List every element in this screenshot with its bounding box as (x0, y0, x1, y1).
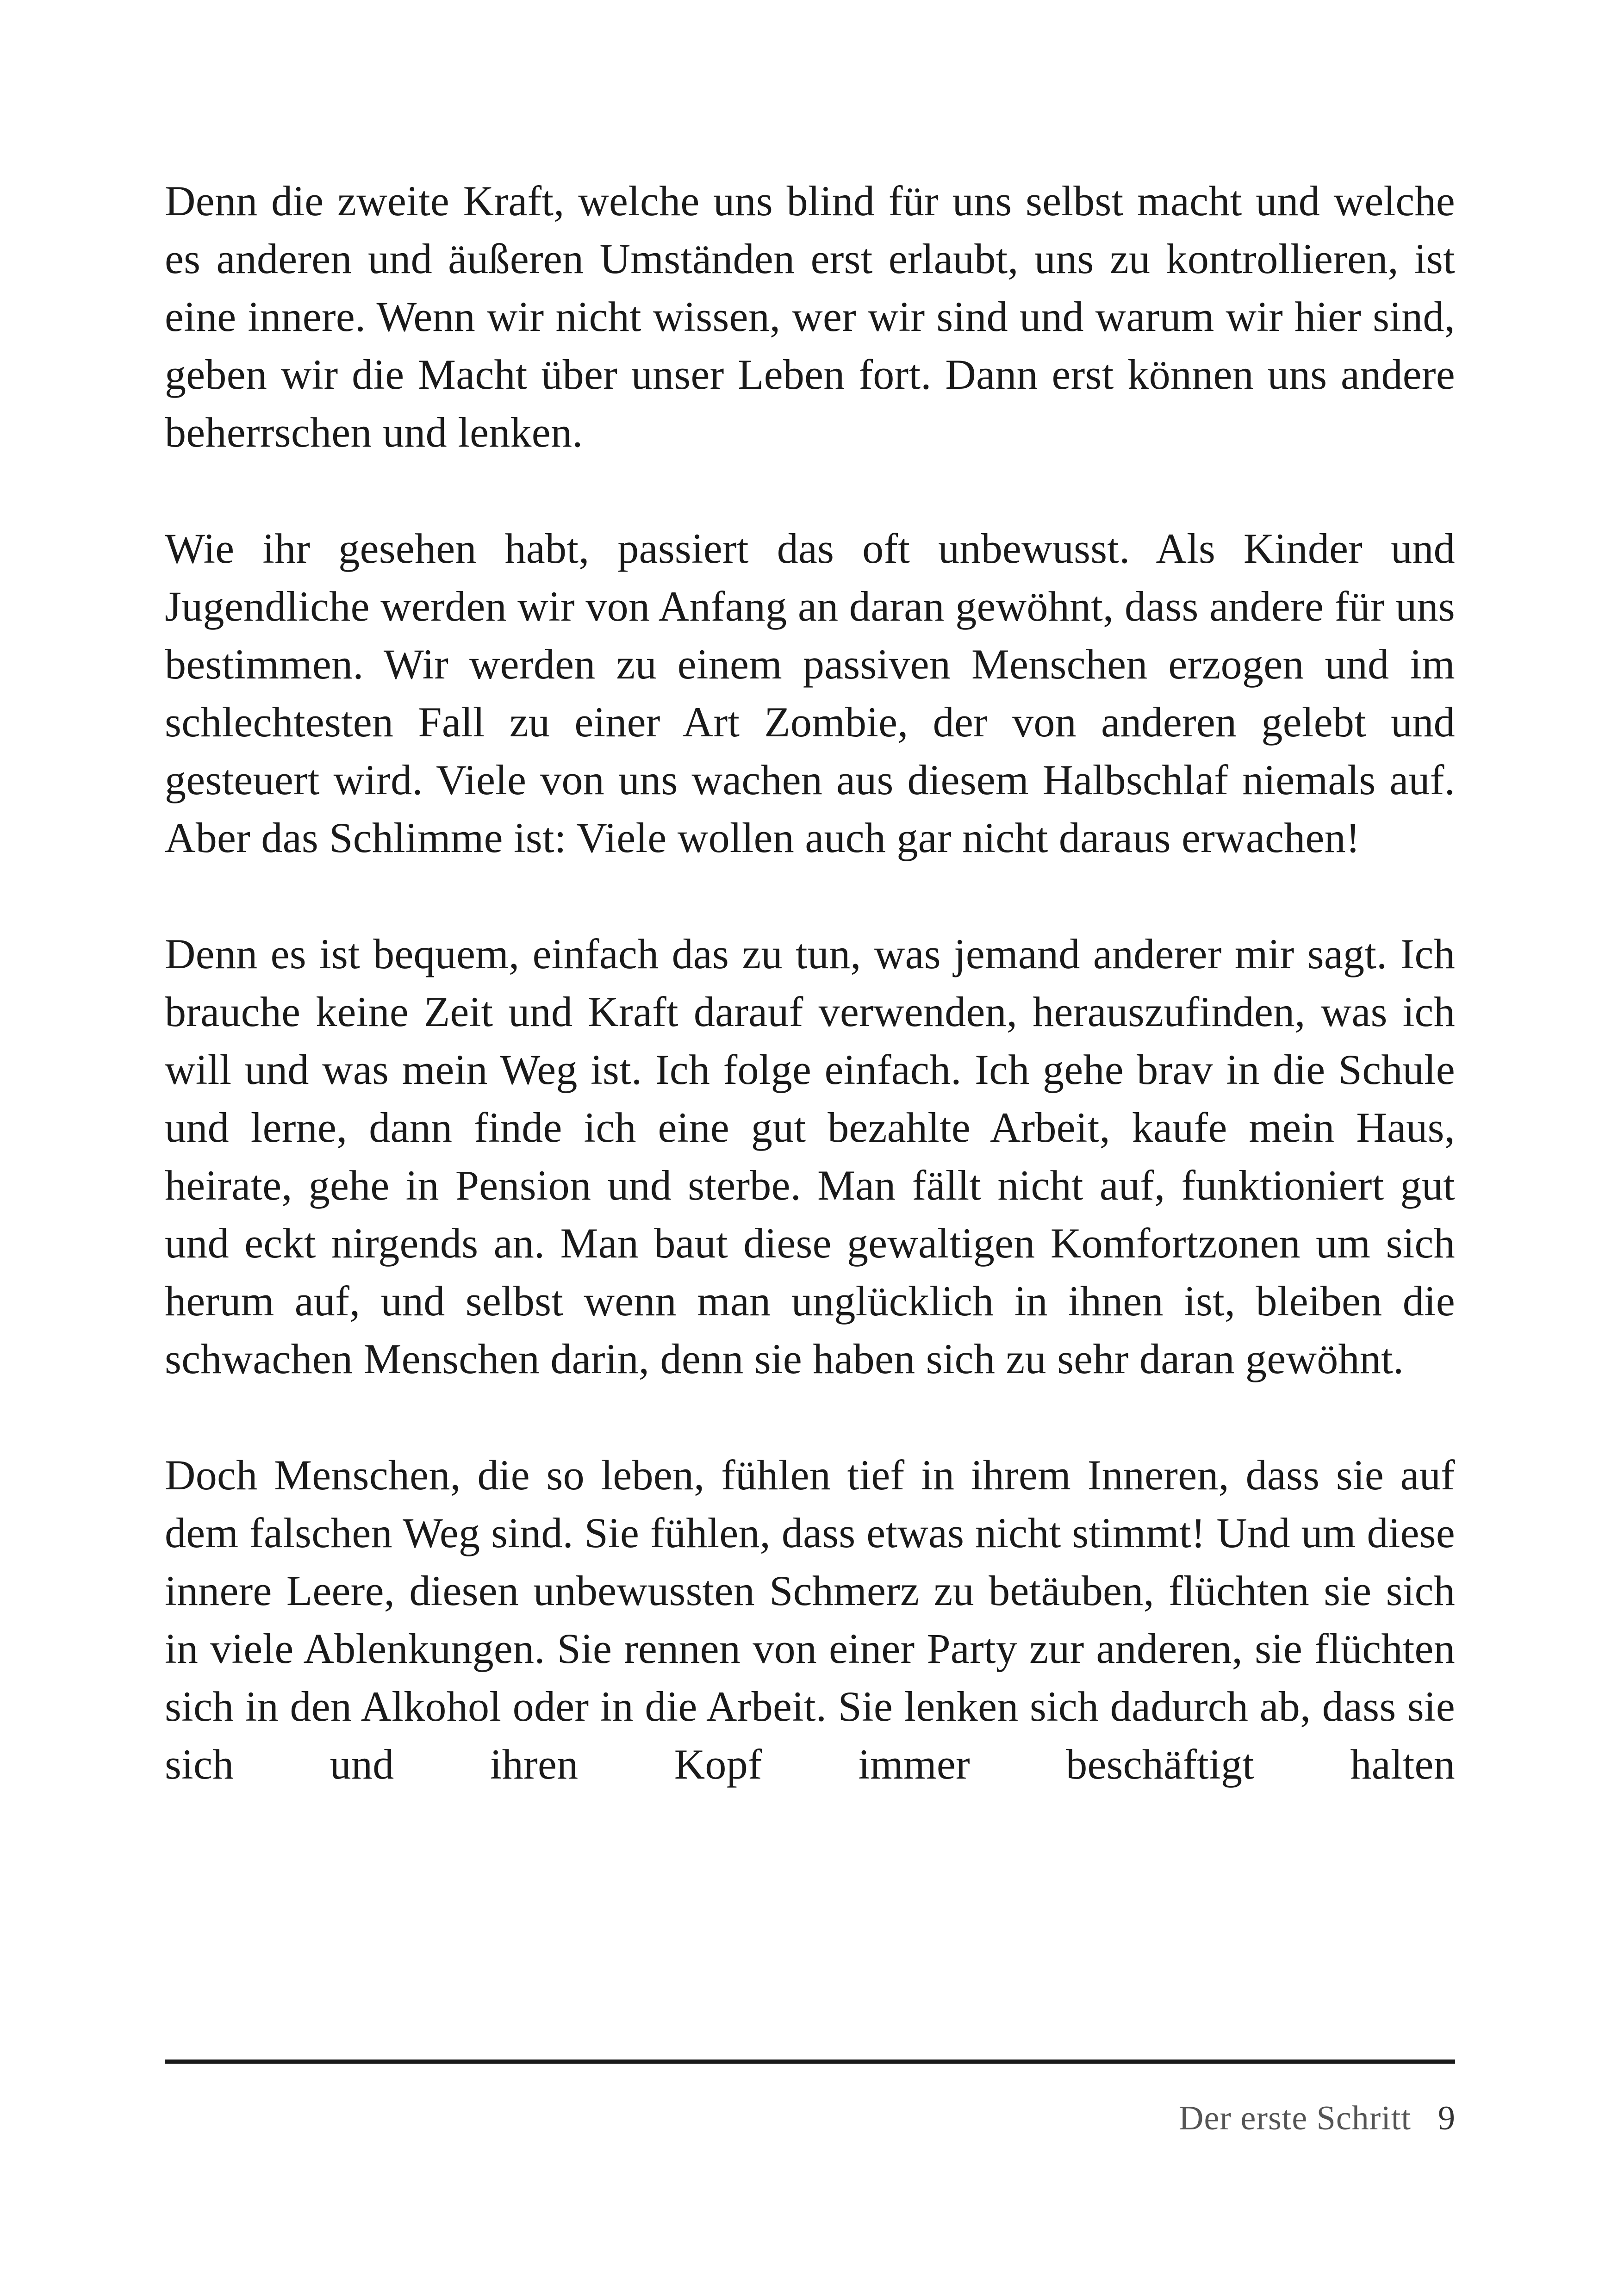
paragraph-2: Wie ihr gesehen habt, passiert das oft unbewusst. Als Kinder und Jugendliche werden wir von Anfang an daran gewöhnt, dass andere für uns bestimmen. Wir werden zu einem passiven Menschen erzogen und im schlechtesten Fall zu einer Art Zombie, der von anderen gelebt und gesteuert wird. Viele von uns wachen aus diesem Halbschlaf niemals auf. Aber das Schlimme ist: Viele wollen auch gar nicht daraus erwachen! (165, 525, 1455, 861)
page-number: 9 (1438, 2099, 1455, 2137)
paragraph-3: Denn es ist bequem, einfach das zu tun, was jemand anderer mir sagt. Ich brauche keine Zeit und Kraft darauf verwenden, herauszufinden, was ich will und was mein Weg ist. Ich folge einfach. Ich gehe brav in die Schule und lerne, dann finde ich eine gut bezahlte Arbeit, kaufe mein Haus, heirate, gehe in Pension und sterbe. Man fällt nicht auf, funktioniert gut und eckt nirgends an. Man baut diese gewaltigen Komfortzonen um sich herum auf, und selbst wenn man unglücklich in ihnen ist, bleiben die schwachen Menschen darin, denn sie haben sich zu sehr daran gewöhnt. (165, 930, 1455, 1382)
footer-divider (165, 2060, 1455, 2064)
paragraph-4: Doch Menschen, die so leben, fühlen tief in ihrem Inneren, dass sie auf dem falschen Weg sind. Sie fühlen, dass etwas nicht stimmt! Und um diese innere Leere, diesen unbewussten Schmerz zu betäuben, flüchten sie sich in viele Ablenkungen. Sie rennen von einer Party zur anderen, sie flüchten sich in den Alkohol oder in die Arbeit. Sie lenken sich dadurch ab, dass sie sich und ihren Kopf immer beschäftigt halten (165, 1451, 1455, 1788)
page-footer (1179, 2097, 1455, 2139)
paragraph-1: Denn die zweite Kraft, welche uns blind für uns selbst macht und welche es anderen und äußeren Umständen erst erlaubt, uns zu kontrollieren, ist eine innere. Wenn wir nicht wissen, wer wir sind und warum wir hier sind, geben wir die Macht über unser Leben fort. Dann erst können uns andere beherrschen und lenken. (165, 177, 1455, 456)
body-text (165, 172, 1455, 1793)
running-footer-chapter-title: Der erste Schritt (1179, 2099, 1411, 2137)
